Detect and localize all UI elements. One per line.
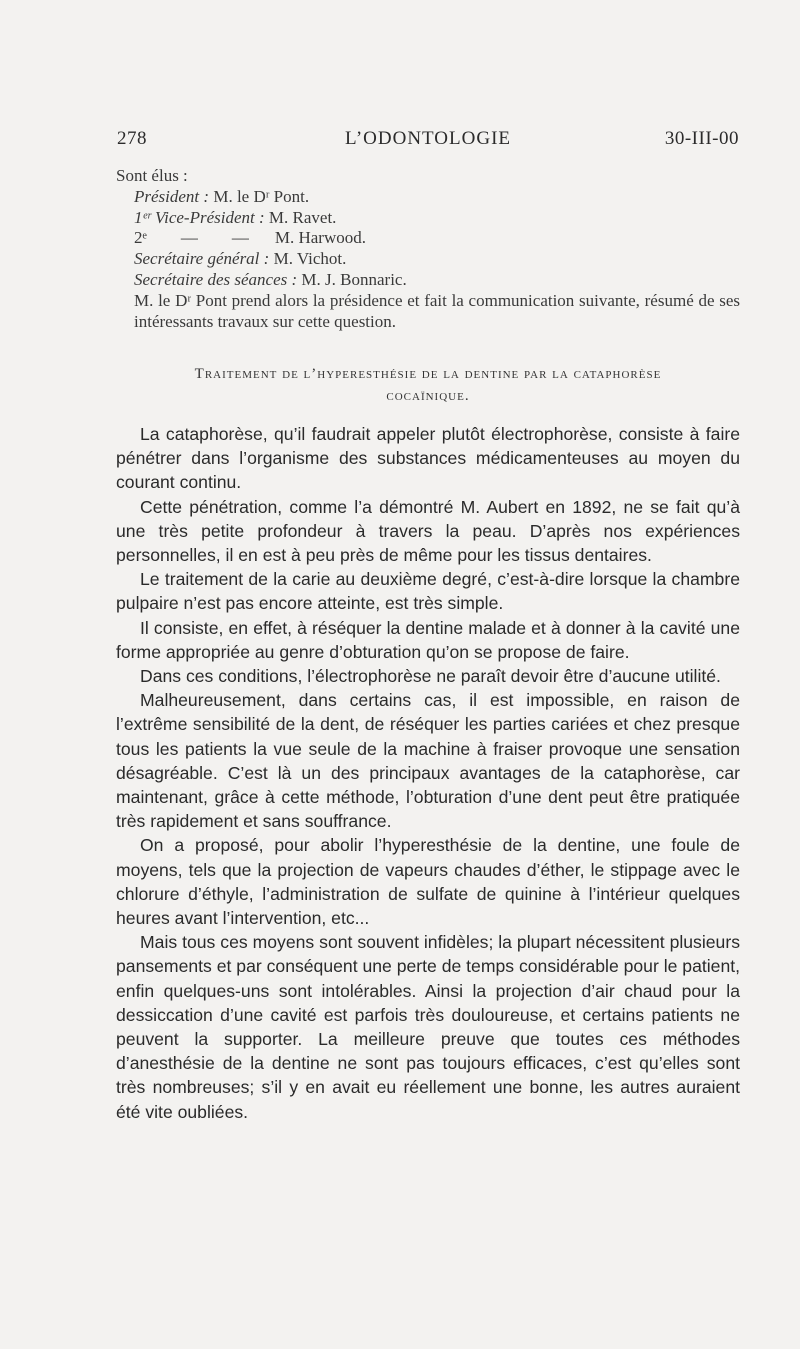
paragraph: Il consiste, en effet, à réséquer la dentine malade et à donner à la cavité une forme appropriée au genre d’obturation qu’on se propose de faire. — [116, 617, 740, 662]
running-header — [117, 128, 739, 156]
paragraph: Cette pénétration, comme l’a démontré M. Aubert en 1892, ne se fait qu’à une très petite profondeur à travers la peau. D’après nos expériences personnelles, il en est à peu près de même pour les tissus dentaires. — [116, 496, 740, 566]
president-label: Président : — [134, 186, 210, 206]
article-body — [116, 422, 740, 1124]
section-title-line-1: Traitement de l’hyperesthésie de la dentine par la cataphorèse — [194, 366, 662, 382]
meeting-secretary-line — [116, 270, 740, 291]
paragraph: Mais tous ces moyens sont souvent infidèles; la plupart nécessitent plusieurs pansements et par conséquent une perte de temps considérable pour le patient, enfin quelques-uns sont intolérables. Ainsi la projection d’air chaud pour la dessiccation d’une cavité est parfois très douloureuse, et certains patients ne peuvent la supporter. La meilleure preuve que toutes ces méthodes d’anesthésie de la dentine ne sont pas toujours efficaces, c’est qu’elles sont très nombreuses; s’il y en avait eu réellement une bonne, les autres auraient été vite oubliées. — [116, 932, 741, 1122]
page-number: 278 — [117, 128, 147, 149]
paragraph: Le traitement de la carie au deuxième degré, c’est-à-dire lorsque la chambre pulpaire n’est pas encore atteinte, est très simple. — [116, 569, 740, 614]
elected-intro: Sont élus : — [116, 166, 188, 185]
meeting-secretary-value: M. J. Bonnaric. — [301, 269, 407, 289]
journal-title: L’ODONTOLOGIE — [344, 128, 512, 149]
section-title — [116, 363, 740, 407]
secretary-general-value: M. Vichot. — [273, 249, 347, 269]
vice-president-2-line — [116, 228, 740, 249]
paragraph: La cataphorèse, qu’il faudrait appeler plutôt électrophorèse, consiste à faire pénétrer dans l’organisme des substances médicamenteuses au moyen du courant continu. — [116, 424, 740, 493]
secretary-general-label: Secrétaire général : — [134, 249, 270, 269]
paragraph: Dans ces conditions, l’électrophorèse ne paraît devoir être d’aucune utilité. — [140, 666, 721, 687]
ditto-dash-1: — — [180, 228, 198, 248]
vice-president-1-value: M. Ravet. — [268, 207, 337, 227]
section-title-line-2: cocaïnique. — [386, 388, 470, 404]
closing-statement: M. le Dʳ Pont prend alors la présidence et fait la communication suivante, résumé de ses intéressants travaux sur cette question. — [134, 290, 740, 331]
issue-date: 30-III-00 — [664, 128, 739, 149]
vice-president-1-label: 1ᵉʳ Vice-Président : — [134, 207, 265, 227]
vice-president-1-line — [116, 208, 740, 229]
paragraph: Malheureusement, dans certains cas, il est impossible, en raison de l’extrême sensibilité de la dent, de réséquer les parties cariées et chez presque tous les patients la vue seule de la machine à fraiser provoque une sensation désagréable. C’est là un des principaux avantages de la cataphorèse, car maintenant, grâce à cette méthode, l’obturation d’une dent peut être pratiquée très rapidement et sans souffrance. — [116, 690, 740, 832]
paragraph: On a proposé, pour abolir l’hyperesthésie de la dentine, une foule de moyens, tels que la projection de vapeurs chaudes d’éther, le stippage avec le chlorure d’éthyle, l’administration de sulfate de quinine à l’intérieur quelques heures avant l’intervention, etc... — [116, 835, 740, 929]
president-value: M. le Dʳ Pont. — [213, 186, 310, 206]
vice-president-2-number: 2ᵉ — [134, 228, 147, 248]
president-line — [116, 187, 740, 208]
secretary-general-line — [116, 249, 740, 270]
vice-president-2-value: M. Harwood. — [274, 228, 366, 248]
election-minutes — [116, 166, 740, 332]
ditto-dash-2: — — [231, 228, 249, 248]
meeting-secretary-label: Secrétaire des séances : — [134, 269, 298, 289]
